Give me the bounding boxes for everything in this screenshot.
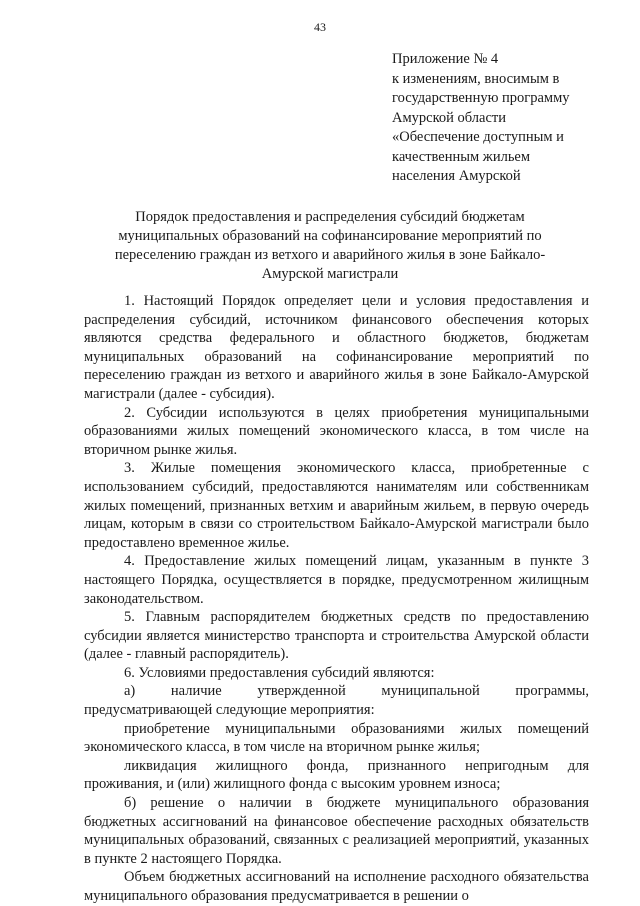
paragraph-3: 3. Жилые помещения экономического класса, приобретенные с использованием субсидий, предоставляются нанимателям или собственникам жилых помещений, признанных ветхим и аварийным жильем, в первую очередь лицам, которым в связи со строительством Байкало-Амурской магистрали было предоставлено временное жилье.: [84, 460, 589, 551]
appendix-line: государственную программу: [392, 90, 570, 106]
page-number: 43: [314, 20, 326, 34]
document-body: [84, 292, 589, 906]
paragraph-budget-volume: Объем бюджетных ассигнований на исполнение расходного обязательства муниципального образования предусматривается в решении о: [84, 869, 589, 904]
paragraph-4: 4. Предоставление жилых помещений лицам, указанным в пункте 3 настоящего Порядка, осуществляется в порядке, предусмотренном жилищным законодательством.: [84, 553, 589, 607]
appendix-line: Приложение № 4: [392, 51, 499, 67]
appendix-block: [392, 50, 624, 187]
appendix-line: Амурской области: [392, 109, 506, 126]
appendix-line: населения Амурской: [392, 168, 521, 184]
paragraph-6a-item-1: приобретение муниципальными образованиями жилых помещений экономического класса, в том числе на вторичном рынке жилья;: [84, 720, 589, 756]
paragraph-1: 1. Настоящий Порядок определяет цели и условия предоставления и распределения субсидий, источником финансового обеспечения которых являются средства федерального и областного бюджетов, бюджетам муниципальных образований на софинансирование мероприятий по переселению граждан из ветхого и аварийного жилья в зоне Байкало-Амурской магистрали (далее - субсидия).: [84, 293, 589, 402]
paragraph-5: 5. Главным распорядителем бюджетных средств по предоставлению субсидии является министерство транспорта и строительства Амурской области (далее - главный распорядитель).: [84, 609, 589, 663]
document-title: Порядок предоставления и распределения субсидий бюджетам муниципальных образований на софинансирование мероприятий по переселению граждан из ветхого и аварийного жилья в зоне Байкало-Амурской магистрали: [114, 209, 546, 282]
paragraph-6b: б) решение о наличии в бюджете муниципального образования бюджетных ассигнований на финансовое обеспечение расходных обязательств муниципальных образований, связанных с реализацией мероприятий, указанных в пункте 2 настоящего Порядка.: [84, 795, 589, 867]
paragraph-2: 2. Субсидии используются в целях приобретения муниципальными образованиями жилых помещений экономического класса, в том числе на вторичном рынке жилья.: [84, 404, 589, 458]
paragraph-6: 6. Условиями предоставления субсидий являются:: [124, 664, 435, 681]
appendix-line: качественным жильем: [392, 148, 531, 165]
appendix-line: к изменениям, вносимым в: [392, 70, 560, 87]
paragraph-6a: а) наличие утвержденной муниципальной программы, предусматривающей следующие мероприятия:: [84, 683, 589, 719]
appendix-line: «Обеспечение доступным и: [392, 129, 564, 145]
paragraph-6a-item-2: ликвидация жилищного фонда, признанного непригодным для проживания, и (или) жилищного фонда с высоким уровнем износа;: [84, 757, 589, 793]
